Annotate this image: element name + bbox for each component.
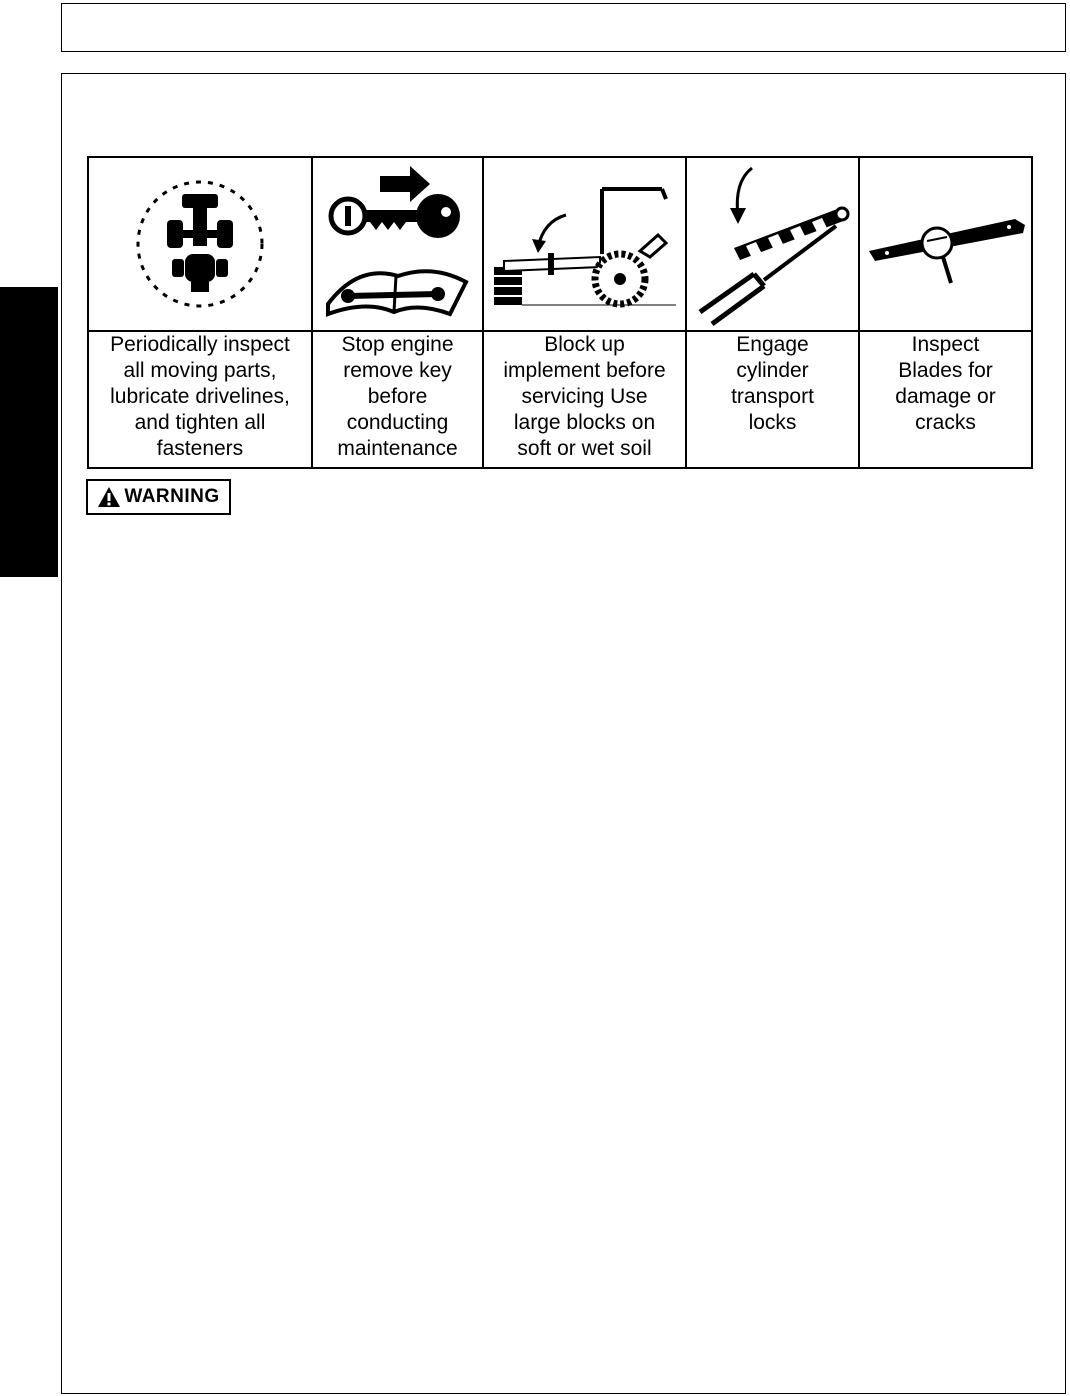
- panel-2-picture: [313, 158, 484, 332]
- panel-1-picture: [89, 158, 313, 332]
- panel-3-picture: [484, 158, 687, 332]
- panel-4-caption: Engage cylinder transport locks: [687, 332, 860, 467]
- page-header-box: [61, 3, 1066, 52]
- panel-4-picture: [687, 158, 860, 332]
- section-side-tab: [0, 287, 58, 577]
- warning-text: WARNING: [124, 486, 220, 507]
- panel-3-caption: Block up implement before servicing Use large blocks on soft or wet soil: [484, 332, 687, 467]
- panel-1-caption: Periodically inspect all moving parts, lubricate drivelines, and tighten all fasteners: [89, 332, 313, 467]
- maintenance-safety-decal: [87, 156, 1033, 469]
- warning-label: [86, 479, 231, 515]
- panel-5-caption: Inspect Blades for damage or cracks: [895, 333, 996, 434]
- panel-5-picture: [860, 158, 1031, 332]
- key-and-manual-icon: [318, 164, 478, 324]
- tractor-inspection-icon: [125, 174, 275, 314]
- warning-triangle-icon: [97, 486, 121, 508]
- blocked-implement-icon: [490, 169, 680, 319]
- blade-inspection-icon: [863, 189, 1028, 299]
- cylinder-lock-icon: [690, 162, 855, 327]
- panel-2-caption: Stop engine remove key before conducting maintenance: [313, 332, 484, 467]
